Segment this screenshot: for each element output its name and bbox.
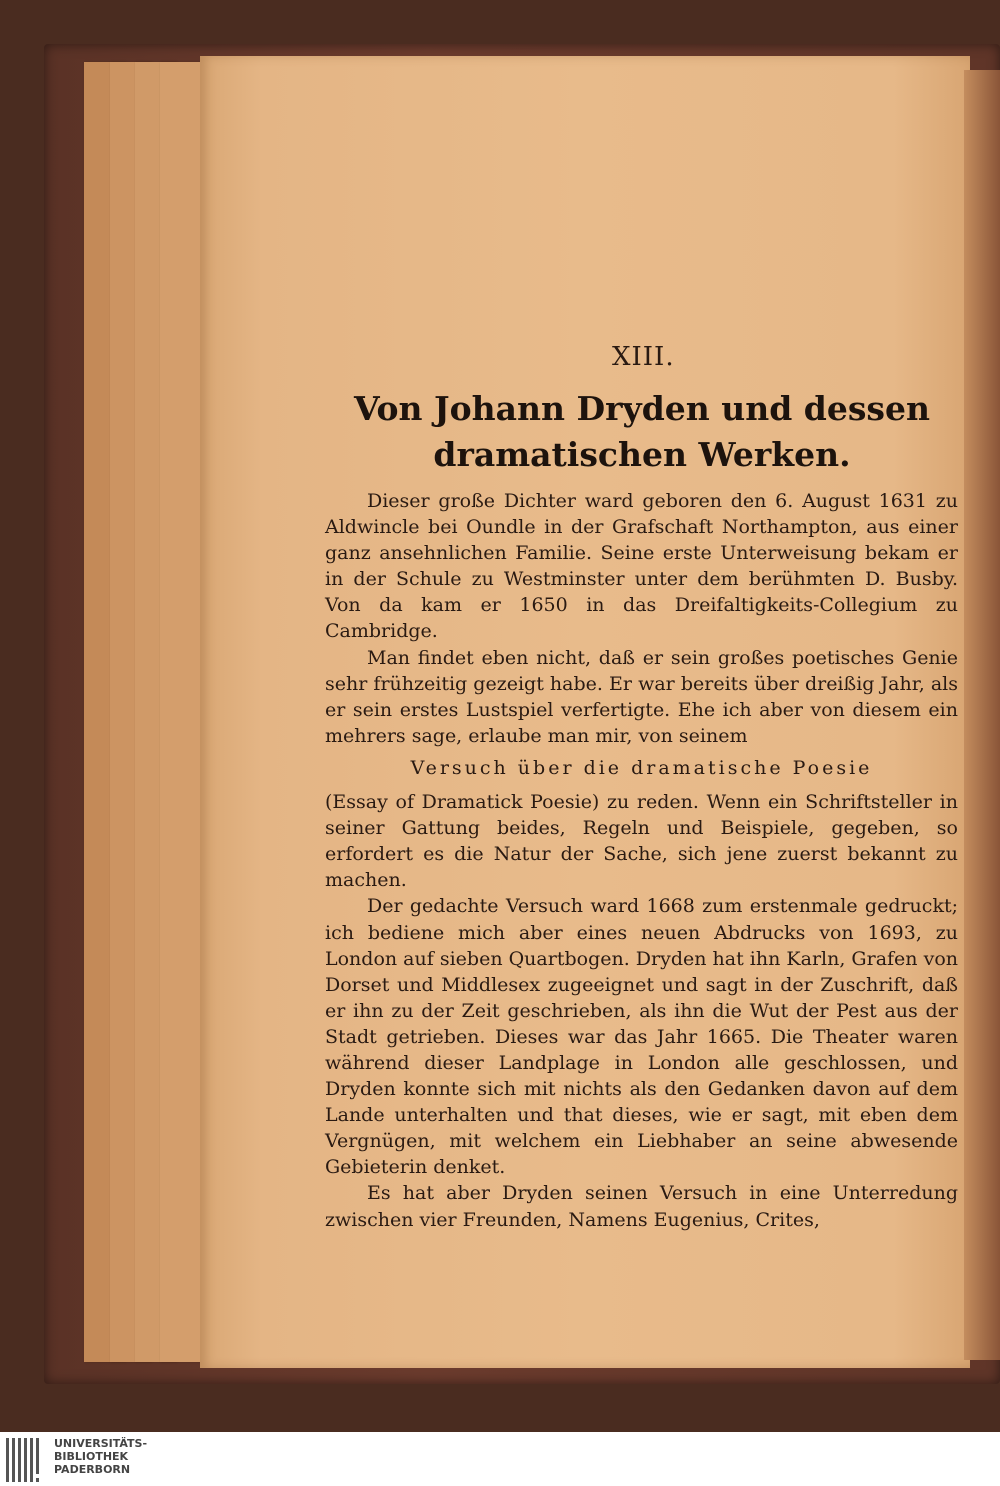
section-heading: Versuch über die dramatische Poesie: [410, 756, 873, 779]
chapter-number: XIII.: [612, 342, 675, 372]
right-page-edge: [964, 70, 1000, 1360]
chapter-title: Von Johann Dryden und dessen dramatischen Werken.: [353, 389, 931, 474]
paragraph: (Essay of Dramatick Poesie) zu reden. Wenn ein Schriftsteller in seiner Gattung beides, Regeln und Beispiele, gegeben, so erfordert es die Natur der Sache, sich jene zuerst bekannt zu machen.: [325, 791, 958, 892]
paragraph: Es hat aber Dryden seinen Versuch in eine Unterredung zwischen vier Freunden, Namens Eugenius, Crites,: [325, 1182, 958, 1231]
footer-bar: [0, 1432, 1000, 1486]
library-logo-icon: [6, 1438, 46, 1482]
paragraph: Man findet eben nicht, daß er sein großes poetisches Genie sehr frühzeitig gezeigt habe. Er war bereits über dreißig Jahr, als er sein erstes Lustspiel verfertigte. Ehe ich aber von diesem ein mehrers sage, erlaube man mir, von seinem: [325, 646, 958, 747]
paragraph: Dieser große Dichter ward geboren den 6. August 1631 zu Aldwincle bei Oundle in der Grafschaft Northampton, aus einer ganz ansehnlichen Familie. Seine erste Unterweisung bekam er in der Schule zu Westminster unter dem berühmten D. Busby. Von da kam er 1650 in das Dreifaltigkeits-Collegium zu Cambridge.: [325, 490, 958, 643]
body-text: [325, 488, 958, 1233]
paragraph: Der gedachte Versuch ward 1668 zum erstenmale gedruckt; ich bediene mich aber eines neuen Abdrucks von 1693, zu London auf sieben Quartbogen. Dryden hat ihn Karln, Grafen von Dorset und Middlesex zugeeignet und sagt in der Zuschrift, daß er ihn zu der Zeit geschrieben, als ihn die Wut der Pest aus der Stadt getrieben. Dieses war das Jahr 1665. Die Theater waren während dieser Landplage in London alle geschlossen, und Dryden konnte sich mit nichts als den Gedanken davon auf dem Lande unterhalten und that dieses, wie er sagt, mit eben dem Vergnügen, mit welchem ein Liebhaber an seine abwesende Gebieterin denket.: [325, 895, 958, 1179]
library-logo-text: UNIVERSITÄTS- BIBLIOTHEK PADERBORN: [54, 1437, 148, 1476]
